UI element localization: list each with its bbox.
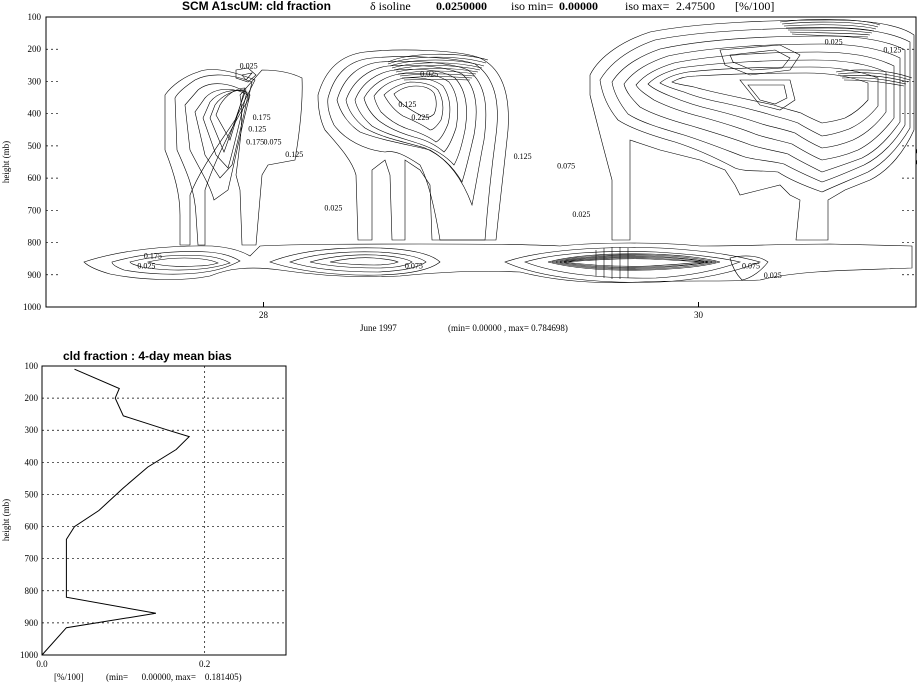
x-tick-label: 0.2: [199, 659, 211, 669]
isoline-value: 0.0250000: [436, 0, 487, 13]
contour-label: 0.175: [246, 137, 265, 147]
y-tick-label: 900: [24, 617, 38, 628]
y-tick-label: 900: [27, 269, 41, 280]
contour-label: 0.125: [513, 151, 532, 161]
contour-label: 0.125: [883, 45, 902, 55]
contour-y-ticks: [23, 12, 42, 312]
x-tick-label: 0.0: [36, 659, 48, 669]
x-tick-label: 28: [259, 310, 268, 320]
contour-lines: [84, 19, 914, 282]
contour-y-axis-label: height (mb): [1, 140, 11, 184]
contour-label: 0.025: [239, 61, 258, 71]
iso-max-value: 2.47500: [676, 0, 715, 13]
x-tick-label: 30: [694, 310, 703, 320]
contour-line: [328, 57, 498, 240]
y-tick-label: 200: [24, 393, 38, 404]
y-tick-label: 400: [24, 457, 38, 468]
contour-label: 0.025: [572, 209, 591, 219]
y-tick-label: 100: [24, 361, 38, 371]
y-tick-label: 300: [24, 425, 38, 436]
contour-label: 0.025: [824, 37, 843, 47]
contour-line: [600, 28, 910, 192]
y-tick-label: 800: [24, 585, 38, 596]
profile-series-line: [42, 369, 189, 655]
contour-x-axis-label: June 1997: [360, 323, 397, 333]
iso-min-value: 0.00000: [559, 0, 598, 13]
contour-label: 0.025: [763, 271, 782, 280]
y-tick-label: 700: [24, 553, 38, 564]
y-tick-label: 500: [27, 140, 41, 151]
profile-x-ticks: [36, 659, 210, 669]
contour-line: [330, 258, 398, 265]
profile-grid: [42, 366, 286, 655]
contour-line: [624, 44, 900, 172]
iso-max-label: iso max=: [625, 0, 670, 13]
contour-line: [748, 85, 787, 104]
profile-x-units: [%/100]: [54, 672, 84, 682]
contour-line: [175, 75, 252, 245]
y-tick-label: 700: [27, 205, 41, 216]
profile-y-ticks: [20, 361, 39, 660]
contour-label: 0.125: [285, 150, 304, 160]
contour-label: 0.075: [263, 137, 282, 147]
y-tick-label: 600: [24, 521, 38, 532]
y-tick-label: 300: [27, 76, 41, 87]
contour-label: 0.175: [252, 113, 271, 123]
contour-label: 0.075: [404, 261, 423, 271]
y-tick-label: 500: [24, 489, 38, 500]
profile-title: cld fraction : 4-day mean bias: [63, 349, 232, 363]
contour-title: SCM A1scUM: cld fraction: [182, 0, 331, 13]
contour-label: 0.025: [324, 203, 343, 213]
y-tick-label: 800: [27, 237, 41, 248]
contour-label: 0.225: [411, 113, 430, 123]
contour-label: 0.025: [420, 69, 439, 79]
contour-line: [165, 70, 255, 245]
y-tick-label: 600: [27, 173, 41, 184]
profile-y-axis-label: height (mb): [1, 498, 11, 542]
y-tick-label: 200: [27, 44, 41, 55]
profile-plot-frame: [42, 366, 286, 655]
contour-panel: [1, 0, 917, 333]
contour-label: 0.025: [137, 261, 156, 271]
y-tick-label: 100: [27, 12, 41, 22]
contour-line: [740, 80, 795, 110]
profile-range-text: (min= 0.00000, max= 0.181405): [106, 672, 242, 682]
units-label: [%/100]: [735, 0, 775, 13]
contour-line: [612, 36, 905, 182]
contour-label: 0.175: [143, 251, 162, 261]
contour-label: 0.125: [248, 124, 267, 134]
contour-label: 0.075: [557, 161, 576, 171]
iso-min-label: iso min=: [511, 0, 554, 13]
contour-range-text: (min= 0.00000 , max= 0.784698): [448, 323, 568, 333]
contour-label: 0.125: [398, 100, 417, 110]
y-tick-label: 1000: [23, 302, 41, 312]
contour-labels: [137, 36, 917, 280]
y-tick-label: 400: [27, 108, 41, 119]
profile-panel: [1, 349, 286, 682]
y-tick-label: 1000: [20, 650, 38, 660]
isoline-label: δ isoline: [370, 0, 411, 13]
contour-x-ticks: [259, 302, 704, 320]
contour-label: 0.075: [742, 261, 760, 271]
contour-line: [84, 243, 912, 283]
contour-line: [337, 61, 486, 205]
